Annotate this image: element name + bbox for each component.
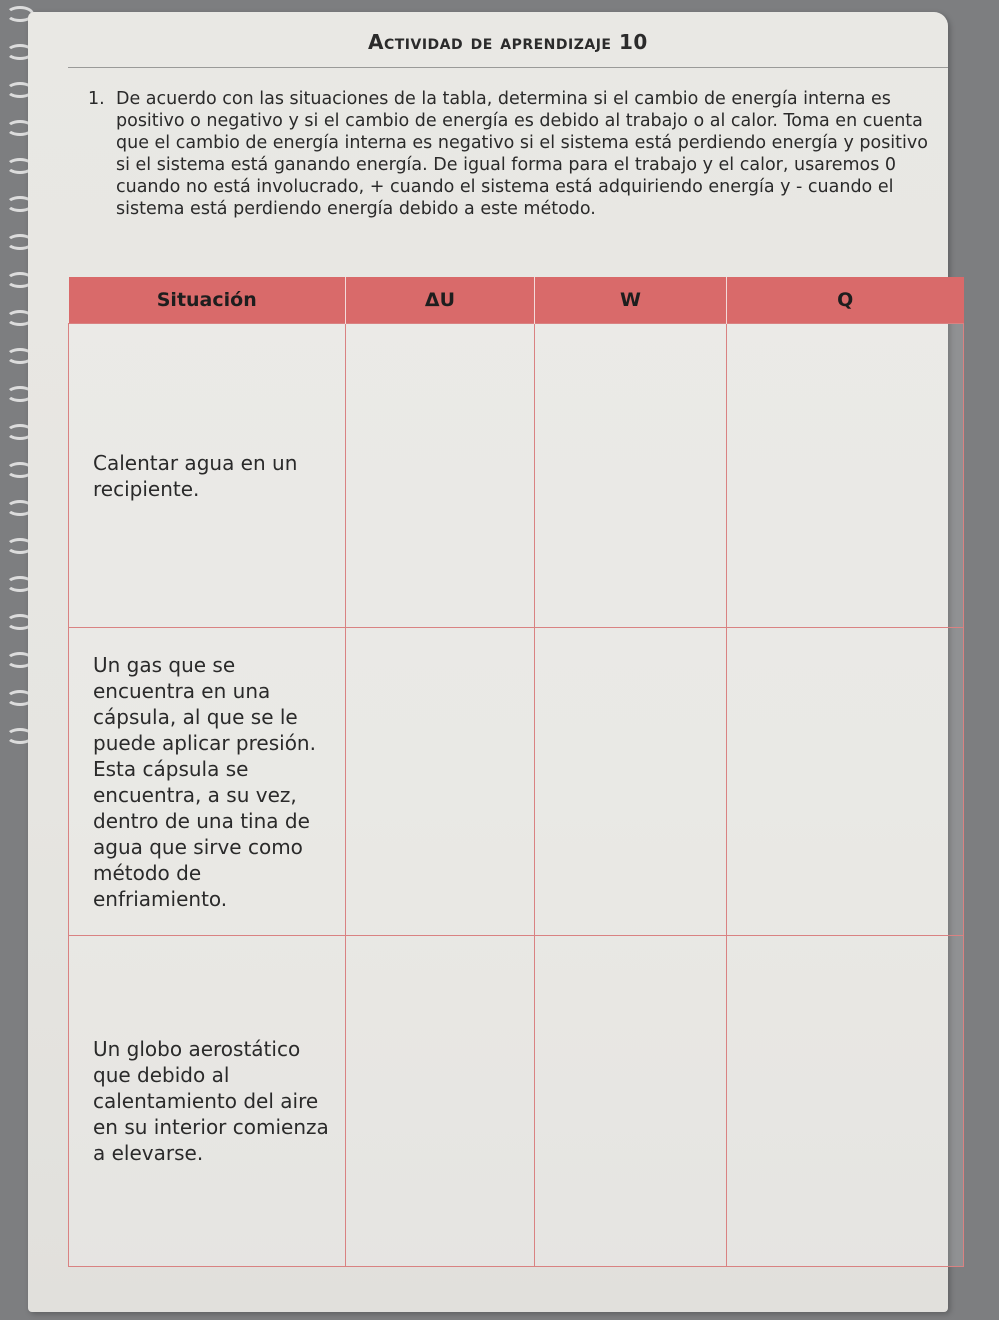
question-text: De acuerdo con las situaciones de la tabla, determina si el cambio de energía interna es positivo o negativo y si el cambio de energía es debido al trabajo o al calor. Toma en cuenta que el cambio de energía interna es negativo si el sistema está perdiendo energía y positivo si el sistema está ganando energía. De igual forma para el trabajo y el calor, usaremos 0 cuando no está involucrado, + cuando el sistema está adquiriendo energía y - cuando el sistema está perdiendo energía debido a este método. <box>116 89 928 219</box>
delta-u-answer-cell[interactable] <box>346 324 535 628</box>
w-answer-cell[interactable] <box>535 324 727 628</box>
header-delta-u: ΔU <box>346 277 535 324</box>
situation-cell: Calentar agua en un recipiente. <box>69 324 346 628</box>
situation-cell: Un globo aerostático que debido al calentamiento del aire en su interior comienza a elevarse. <box>69 936 346 1267</box>
worksheet-page <box>28 12 948 1312</box>
table-row <box>69 628 964 936</box>
answer-table <box>68 277 964 1267</box>
header-situacion: Situación <box>69 277 346 324</box>
situation-cell: Un gas que se encuentra en una cápsula, al que se le puede aplicar presión. Esta cápsula se encuentra, a su vez, dentro de una tina de agua que sirve como método de enfriamiento. <box>69 628 346 936</box>
q-answer-cell[interactable] <box>727 324 964 628</box>
title-divider <box>68 67 948 68</box>
w-answer-cell[interactable] <box>535 628 727 936</box>
q-answer-cell[interactable] <box>727 936 964 1267</box>
activity-title: Actividad de aprendizaje 10 <box>368 30 648 54</box>
delta-u-answer-cell[interactable] <box>346 936 535 1267</box>
answer-table-wrapper <box>68 277 963 1267</box>
delta-u-answer-cell[interactable] <box>346 628 535 936</box>
q-answer-cell[interactable] <box>727 628 964 936</box>
header-w: W <box>535 277 727 324</box>
w-answer-cell[interactable] <box>535 936 727 1267</box>
table-row <box>69 324 964 628</box>
table-row <box>69 936 964 1267</box>
question-number: 1. <box>88 89 105 109</box>
header-q: Q <box>727 277 964 324</box>
instruction-block <box>88 88 938 220</box>
table-header-row <box>69 277 964 324</box>
